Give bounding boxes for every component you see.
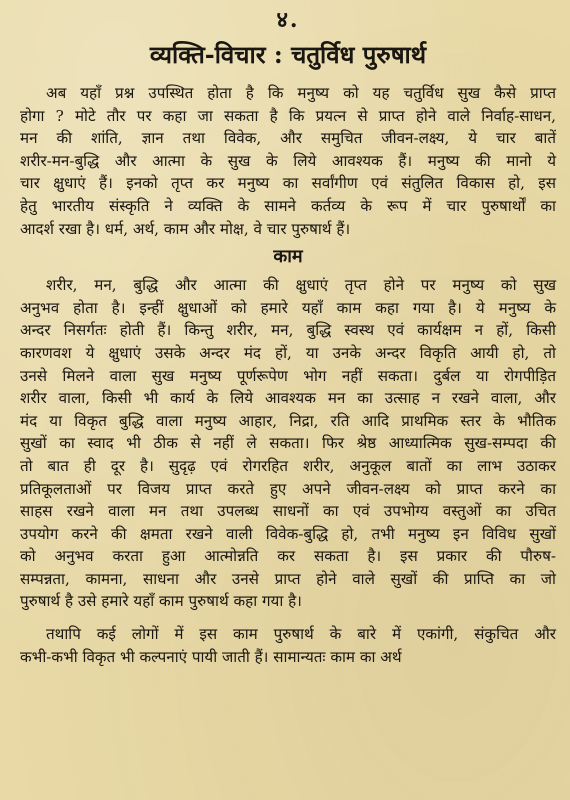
text-line: कारणवश ये क्षुधाएं उसके अन्दर मंद हों, या उनके अन्दर विकृति आयी हो, तो [20,343,556,362]
text-line: शरीर, मन, बुद्धि और आत्मा की क्षुधाएं तृप्त होने पर मनुष्य को सुख [46,276,556,295]
chapter-title: व्यक्ति-विचार : चतुर्विध पुरुषार्थ [149,40,427,69]
text-line: उनसे मिलने वाला सुख मनुष्य पूर्णरूपेण भोग नहीं सकता। दुर्बल या रोगपीड़ित [20,366,556,385]
text-line: शरीर-मन-बुद्धि और आत्मा के सुख के लिये आवश्यक हैं। मनुष्य की मानो ये [20,151,556,170]
section-paragraph-1 [20,274,556,613]
text-line: प्रतिकूलताओं पर विजय प्राप्त करते हुए अपने जीवन-लक्ष्य को प्राप्त करने का [20,479,556,498]
section-paragraph-2 [20,623,556,668]
text-line: मंद या विकृत बुद्धि वाला मनुष्य आहार, निद्रा, रति आदि प्राथमिक स्तर के भौतिक [20,411,556,430]
text-line: अन्दर निसर्गतः होती हैं। किन्तु शरीर, मन, बुद्धि स्वस्थ एवं कार्यक्षम न हों, किसी [20,321,556,340]
section-heading: काम [273,246,303,268]
book-page [0,6,570,800]
text-line: चार क्षुधाएं हैं। इनको तृप्त कर मनुष्य का सर्वांगीण एवं संतुलित विकास हो, इस [20,174,556,193]
text-line: शरीर वाला, किसी भी कार्य के लिये आवश्यक मन का उत्साह न रखने वाला, और [20,389,556,408]
text-line: उपयोग करने की क्षमता रखने वाली विवेक-बुद्धि हो, तभी मनुष्य इन विविध सुखों [20,524,556,543]
text-line: सुखों का स्वाद भी ठीक से नहीं ले सकता। फिर श्रेष्ठ आध्यात्मिक सुख-सम्पदा की [20,434,556,453]
text-line: हेतु भारतीय संस्कृति ने व्यक्ति के सामने कर्तव्य के रूप में चार पुरुषार्थों का [20,196,556,215]
text-line: अनुभव होता है। इन्हीं क्षुधाओं को हमारे यहाँ काम कहा गया है। ये मनुष्य के [20,298,556,317]
chapter-number: ४. [276,7,300,33]
text-line: साहस रखने वाला मन तथा उपलब्ध साधनों का एवं उपभोग्य वस्तुओं का उचित [20,502,556,521]
paragraph-gap [20,613,556,623]
text-line: तथापि कई लोगों में इस काम पुरुषार्थ के बारे में एकांगी, संकुचित और [46,625,556,644]
text-line: मन की शांति, ज्ञान तथा विवेक, और समुचित जीवन-लक्ष्य, ये चार बातें [20,129,556,148]
text-line: सम्पन्नता, कामना, साधना और उनसे प्राप्त होने वाले सुखों की प्राप्ति का जो [20,569,556,588]
intro-paragraph [20,82,556,240]
text-line: तो बात ही दूर है। सुदृढ़ एवं रोगरहित शरीर, अनुकूल बातों का लाभ उठाकर [20,456,556,475]
text-line: होगा ? मोटे तौर पर कहा जा सकता है कि प्रयत्न से प्राप्त होने वाले निर्वाह-साधन, [20,106,556,125]
text-line: कभी-कभी विकृत भी कल्पनाएं पायी जाती हैं। सामान्यतः काम का अर्थ [20,647,402,666]
text-line: को अनुभव करता हुआ आत्मोन्नति कर सकता है। इस प्रकार की पौरुष- [20,547,556,566]
text-line: पुरुषार्थ है उसे हमारे यहाँ काम पुरुषार्थ कहा गया है। [20,592,302,611]
text-line: अब यहाँ प्रश्न उपस्थित होता है कि मनुष्य को यह चतुर्विध सुख कैसे प्राप्त [46,84,556,102]
text-line: आदर्श रखा है। धर्म, अर्थ, काम और मोक्ष, वे चार पुरुषार्थ हैं। [20,219,351,238]
